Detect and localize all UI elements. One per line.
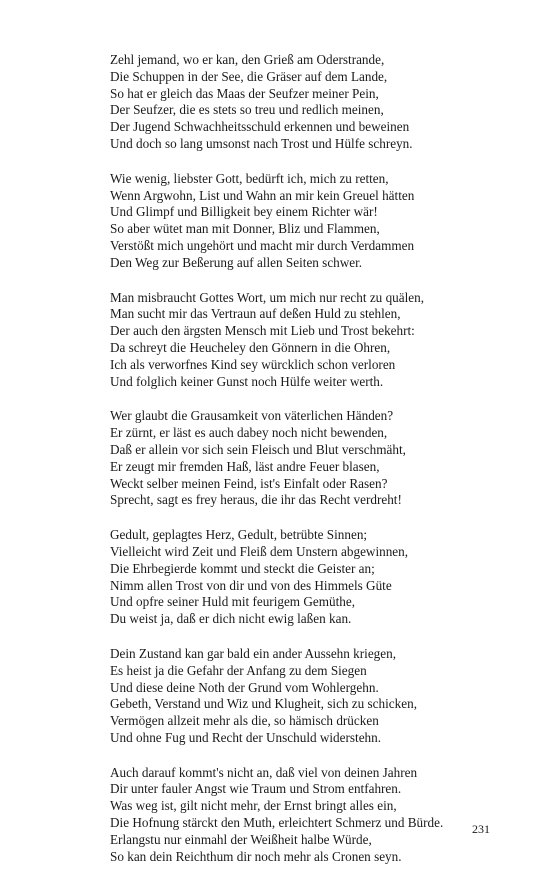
stanza-2 xyxy=(110,171,530,272)
poem-line: Auch darauf kommt's nicht an, daß viel von deinen Jahren xyxy=(110,764,418,780)
stanza-4 xyxy=(110,408,530,509)
poem-line: Der Jugend Schwachheitsschuld erkennen und beweinen xyxy=(110,119,410,135)
poem-line: Wer glaubt die Grausamkeit von väterlichen Händen? xyxy=(110,408,394,424)
poem-line: Wie wenig, liebster Gott, bedürft ich, mich zu retten, xyxy=(110,170,389,186)
poem-line: Gedult, geplagtes Herz, Gedult, betrübte Sinnen; xyxy=(110,527,368,543)
poem-line: Er zürnt, er läst es auch dabey noch nicht bewenden, xyxy=(110,425,388,441)
poem-line: Die Schuppen in der See, die Gräser auf dem Lande, xyxy=(110,68,388,84)
poem-line: Und opfre seiner Huld mit feurigem Gemüthe, xyxy=(110,594,355,610)
stanza-1 xyxy=(110,52,530,153)
poem-line: Und doch so lang umsonst nach Trost und Hülfe schreyn. xyxy=(110,135,413,151)
poem-line: Sprecht, sagt es frey heraus, die ihr das Recht verdreht! xyxy=(110,492,402,508)
stanza-3 xyxy=(110,290,530,391)
poem-line: Weckt selber meinen Feind, ist's Einfalt oder Rasen? xyxy=(110,475,388,491)
poem-line: Man misbraucht Gottes Wort, um mich nur recht zu quälen, xyxy=(110,289,425,305)
stanza-5 xyxy=(110,527,530,628)
poem-line: Und ohne Fug und Recht der Unschuld widerstehn. xyxy=(110,729,382,745)
poem-line: Erlangstu nur einmahl der Weißheit halbe Würde, xyxy=(110,831,372,847)
stanza-6 xyxy=(110,646,530,747)
poem-line: Der Seufzer, die es stets so treu und redlich meinen, xyxy=(110,102,384,118)
poem-line: Man sucht mir das Vertraun auf deßen Huld zu stehlen, xyxy=(110,306,401,322)
poem-line: Vermögen allzeit mehr als die, so hämisch drücken xyxy=(110,713,379,729)
poem-body xyxy=(110,52,530,883)
poem-line: Ich als verworfnes Kind sey würcklich schon verloren xyxy=(110,356,396,372)
poem-line: Zehl jemand, wo er kan, den Grieß am Oderstrande, xyxy=(110,52,385,67)
poem-line: Da schreyt die Heucheley den Gönnern in die Ohren, xyxy=(110,339,391,355)
poem-line: Verstößt mich ungehört und macht mir durch Verdammen xyxy=(110,237,415,253)
poem-line: Vielleicht wird Zeit und Fleiß dem Unstern abgewinnen, xyxy=(110,543,409,559)
poem-line: Er zeugt mir fremden Haß, läst andre Feuer blasen, xyxy=(110,458,380,474)
poem-line: Wenn Argwohn, List und Wahn an mir kein Greuel hätten xyxy=(110,187,415,203)
poem-line: Dir unter fauler Angst wie Traum und Strom entfahren. xyxy=(110,781,402,797)
poem-line: Die Ehrbegierde kommt und steckt die Geister an; xyxy=(110,560,375,576)
poem-line: Daß er allein vor sich sein Fleisch und Blut verschmäht, xyxy=(110,441,406,457)
poem-line: Dein Zustand kan gar bald ein ander Aussehn kriegen, xyxy=(110,645,397,661)
poem-line: Und Glimpf und Billigkeit bey einem Richter wär! xyxy=(110,204,378,220)
poem-line: Nimm allen Trost von dir und von des Himmels Güte xyxy=(110,577,392,593)
poem-line: So aber wütet man mit Donner, Bliz und Flammen, xyxy=(110,221,380,237)
poem-line: Es heist ja die Gefahr der Anfang zu dem Siegen xyxy=(110,662,367,678)
poem-line: Was weg ist, gilt nicht mehr, der Ernst bringt alles ein, xyxy=(110,798,397,814)
poem-line: Den Weg zur Beßerung auf allen Seiten schwer. xyxy=(110,254,363,270)
poem-line: Und folglich keiner Gunst noch Hülfe weiter werth. xyxy=(110,373,384,389)
poem-line: Und diese deine Noth der Grund vom Wohlergehn. xyxy=(110,679,379,695)
poem-line: Die Hofnung stärckt den Muth, erleichtert Schmerz und Bürde. xyxy=(110,815,444,831)
poem-line: Gebeth, Verstand und Wiz und Klugheit, sich zu schicken, xyxy=(110,696,417,712)
poem-line: Du weist ja, daß er dich nicht ewig laßen kan. xyxy=(110,611,352,627)
page-number: 231 xyxy=(472,822,490,836)
poem-line: Der auch den ärgsten Mensch mit Lieb und Trost bekehrt: xyxy=(110,323,415,339)
poem-line: So kan dein Reichthum dir noch mehr als Cronen seyn. xyxy=(110,848,402,864)
poem-line: So hat er gleich das Maas der Seufzer meiner Pein, xyxy=(110,85,379,101)
stanza-7 xyxy=(110,765,530,866)
